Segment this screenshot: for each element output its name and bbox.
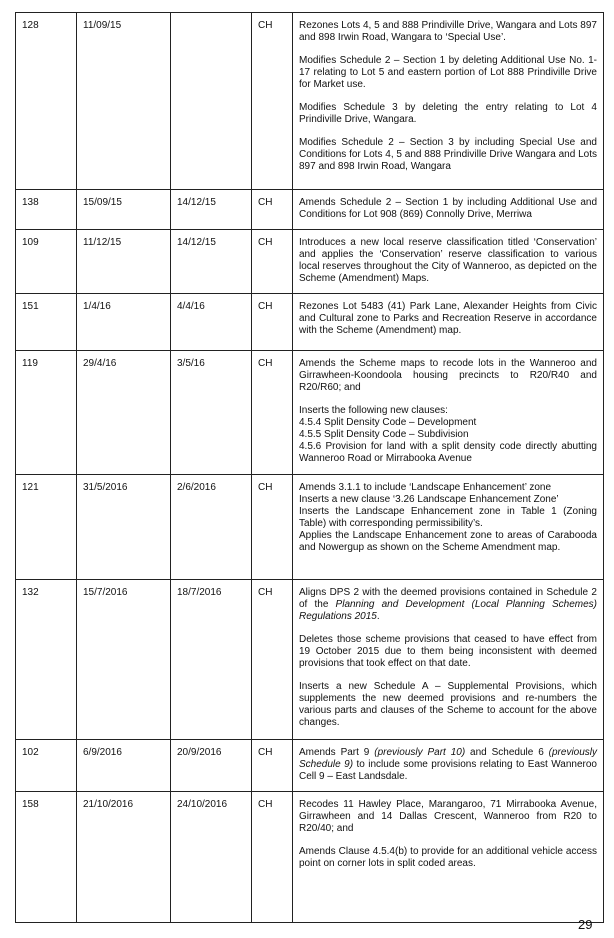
previous-reference: (previously Part 10) [374,747,466,758]
description-paragraph: Rezones Lot 5483 (41) Park Lane, Alexander Heights from Civic and Cultural zone to Parks and Recreation Reserve in accordance with the Scheme (Amendment) map. [299,301,597,336]
amendment-description [293,475,604,580]
description-paragraph: Amends Clause 4.5.4(b) to provide for an additional vehicle access point on corner lots in split coded areas. [299,846,597,869]
description-line: 4.5.4 Split Density Code – Development [299,417,477,428]
description-paragraph: Rezones Lots 4, 5 and 888 Prindiville Drive, Wangara and Lots 897 and 898 Irwin Road, Wangara to ‘Special Use’. [299,20,597,43]
description-paragraph: Amends the Scheme maps to recode lots in the Wanneroo and Girrawheen-Koondoola housing precincts to R20/R40 and R20/R60; and [299,358,597,393]
updated-by: CH [252,475,293,580]
description-paragraph: Amends Schedule 2 – Section 1 by including Additional Use and Conditions for Lot 908 (869) Connolly Drive, Merriwa [299,197,597,220]
table-row [16,740,604,792]
amendment-number: 138 [16,190,77,230]
table-row [16,475,604,580]
description-line: Inserts the following new clauses: [299,405,448,416]
description-line: Inserts a new clause ‘3.26 Landscape Enhancement Zone’ [299,494,559,505]
amendment-description [293,294,604,351]
gazettal-date: 11/12/15 [77,230,171,294]
publication-date: 20/9/2016 [171,740,252,792]
updated-by: CH [252,792,293,923]
description-line: 4.5.5 Split Density Code – Subdivision [299,429,469,440]
publication-date: 2/6/2016 [171,475,252,580]
gazettal-date: 11/09/15 [77,13,171,190]
updated-by: CH [252,740,293,792]
table-row [16,351,604,475]
amendment-number: 158 [16,792,77,923]
amendment-description [293,740,604,792]
table-row [16,792,604,923]
updated-by: CH [252,580,293,740]
gazettal-date: 1/4/16 [77,294,171,351]
description-paragraph: Modifies Schedule 2 – Section 3 by including Special Use and Conditions for Lots 4, 5 and 888 Prindiville Drive Wangara and Lots 897 and 898 Irwin Road, Wangara [299,137,597,172]
description-paragraph: Modifies Schedule 3 by deleting the entry relating to Lot 4 Prindiville Drive, Wangara. [299,102,597,125]
regulation-title: Planning and Development (Local Planning Schemes) Regulations 2015 [299,599,597,622]
amendment-number: 128 [16,13,77,190]
page-number: 29 [578,917,593,932]
gazettal-date: 31/5/2016 [77,475,171,580]
amendment-description [293,190,604,230]
description-text: and Schedule 6 [465,747,549,758]
amendment-number: 109 [16,230,77,294]
amendment-number: 132 [16,580,77,740]
description-text: Aligns DPS 2 with the deemed provisions contained in Schedule 2 of the [299,587,597,610]
gazettal-date: 21/10/2016 [77,792,171,923]
amendment-description [293,792,604,923]
publication-date: 14/12/15 [171,230,252,294]
description-paragraph [299,587,597,623]
description-paragraph [299,482,597,554]
amendment-number: 119 [16,351,77,475]
gazettal-date: 15/09/15 [77,190,171,230]
table-row [16,294,604,351]
description-paragraph: Introduces a new local reserve classification titled ‘Conservation’ and applies the ‘Conservation’ reserve classification to various local reserves throughout the City of Wanneroo, as depicted on the Scheme (Amendment) Maps. [299,237,597,284]
description-text: Amends Part 9 [299,747,375,758]
table-row [16,190,604,230]
publication-date [171,13,252,190]
description-paragraph: Inserts a new Schedule A – Supplemental Provisions, which supplements the new deemed provisions and re-numbers the various parts and clauses of the Scheme to account for the above changes. [299,681,597,728]
description-paragraph [299,747,597,783]
gazettal-date: 6/9/2016 [77,740,171,792]
amendment-number: 151 [16,294,77,351]
description-line: Inserts the Landscape Enhancement zone in Table 1 (Zoning Table) with corresponding permissibility’s. [299,506,597,529]
description-paragraph: Modifies Schedule 2 – Section 1 by deleting Additional Use No. 1-17 relating to Lot 5 and eastern portion of Lot 888 Prindiville Drive for Market use. [299,55,597,90]
description-line: 4.5.6 Provision for land with a split density code directly abutting Wanneroo Road or Mirrabooka Avenue [299,441,597,464]
amendment-description [293,230,604,294]
updated-by: CH [252,13,293,190]
previous-reference: (previously Schedule 9) [299,747,598,770]
amendment-number: 102 [16,740,77,792]
publication-date: 24/10/2016 [171,792,252,923]
description-text: . [376,611,380,622]
table-row [16,13,604,190]
publication-date: 3/5/16 [171,351,252,475]
description-line: Applies the Landscape Enhancement zone to areas of Carabooda and Nowergup as shown on the Scheme Amendment map. [299,530,597,553]
amendments-table [15,12,604,923]
table-row [16,580,604,740]
publication-date: 4/4/16 [171,294,252,351]
publication-date: 14/12/15 [171,190,252,230]
description-paragraph: Recodes 11 Hawley Place, Marangaroo, 71 Mirrabooka Avenue, Girrawheen and 14 Dallas Crescent, Wanneroo from R20 to R20/40; and [299,799,597,834]
gazettal-date: 29/4/16 [77,351,171,475]
description-text: to include some provisions relating to East Wanneroo Cell 9 – East Landsdale. [299,759,597,782]
publication-date: 18/7/2016 [171,580,252,740]
updated-by: CH [252,230,293,294]
updated-by: CH [252,351,293,475]
amendment-description [293,351,604,475]
updated-by: CH [252,294,293,351]
gazettal-date: 15/7/2016 [77,580,171,740]
updated-by: CH [252,190,293,230]
description-paragraph [299,405,597,465]
description-paragraph: Deletes those scheme provisions that ceased to have effect from 19 October 2015 due to them being inconsistent with deemed provisions that took effect on that date. [299,634,597,669]
amendment-description [293,580,604,740]
description-line: Amends 3.1.1 to include ‘Landscape Enhancement’ zone [299,482,552,493]
amendment-number: 121 [16,475,77,580]
amendment-description [293,13,604,190]
table-row [16,230,604,294]
